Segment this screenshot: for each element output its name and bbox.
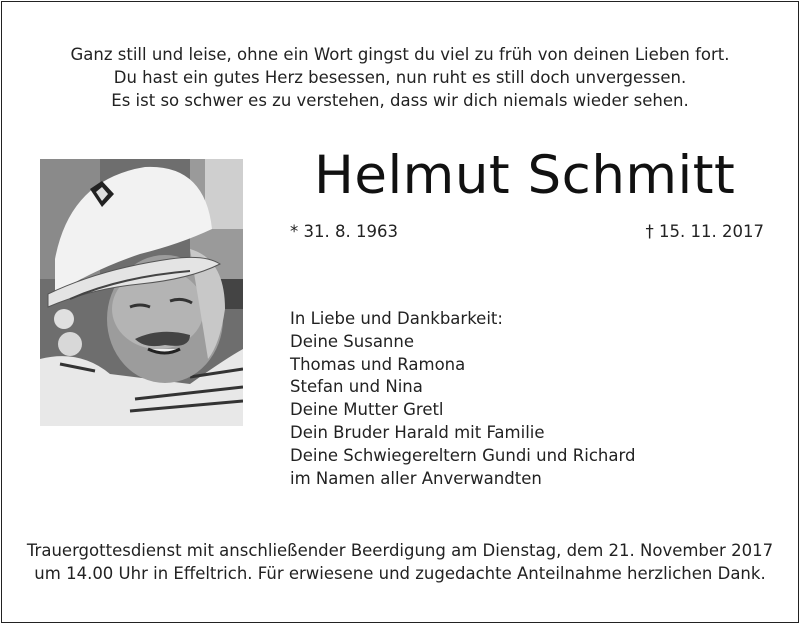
poem-line: Ganz still und leise, ohne ein Wort gingst du viel zu früh von deinen Lieben fort. <box>70 45 730 64</box>
death-date: † 15. 11. 2017 <box>645 222 764 241</box>
life-dates <box>290 221 764 245</box>
mourners-line: Deine Schwiegereltern Gundi und Richard <box>290 445 636 465</box>
memorial-poem <box>2 43 798 112</box>
mourners-line: Thomas und Ramona <box>290 354 466 374</box>
deceased-name: Helmut Schmitt <box>314 145 736 206</box>
funeral-service-info <box>2 539 798 585</box>
mourners-line: Deine Susanne <box>290 331 414 351</box>
mourners-list <box>290 308 635 490</box>
poem-line: Es ist so schwer es zu verstehen, dass wir dich niemals wieder sehen. <box>111 91 689 110</box>
service-line: Trauergottesdienst mit anschließender Beerdigung am Dienstag, dem 21. November 2017 <box>26 541 774 560</box>
poem-line: Du hast ein gutes Herz besessen, nun ruht es still doch unvergessen. <box>113 68 687 87</box>
service-line: um 14.00 Uhr in Effeltrich. Für erwiesene und zugedachte Anteilnahme herzlichen Dank. <box>34 564 766 583</box>
birth-date: * 31. 8. 1963 <box>290 222 398 241</box>
mourners-line: im Namen aller Anverwandten <box>290 468 542 488</box>
portrait-photo <box>40 159 243 426</box>
mourners-line: In Liebe und Dankbarkeit: <box>290 309 503 328</box>
mourners-line: Deine Mutter Gretl <box>290 400 444 420</box>
mourners-line: Stefan und Nina <box>290 377 423 397</box>
mourners-line: Dein Bruder Harald mit Familie <box>290 422 545 442</box>
obituary-notice <box>1 1 799 623</box>
